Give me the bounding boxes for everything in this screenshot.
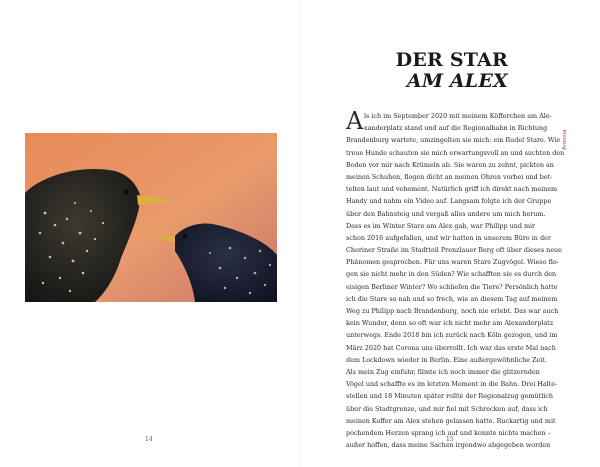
- text-line: ls ich im September 2020 mit meinem Köfferchen am Ale-: [364, 112, 552, 120]
- text-line: über den Bahnsteig und vergaß alles andere um mich herum.: [346, 209, 546, 218]
- text-line: stellen und 18 Minuten später rollte der Regionalzug gemütlich: [346, 392, 553, 401]
- text-line: telten laut und vehement. Natürlich griff ich direkt nach meinem: [346, 185, 558, 194]
- text-line: dem Lockdown wieder in Berlin. Eine außergewöhnliche Zeit.: [346, 355, 547, 364]
- text-line: Handy und nahm ein Video auf. Langsam folgte ich der Gruppe: [346, 197, 552, 206]
- text-line: eisigen Berliner Winter? Wo schliefen die Tiere? Persönlich hatte: [346, 282, 558, 291]
- text-line: meinen Schuhen, flogen dicht an meinen Ohren vorbei und bet-: [346, 172, 553, 181]
- page-number-left: 14: [145, 436, 153, 443]
- text-line: Vögel und schaffte es im letzten Moment in die Bahn. Drei Halte-: [346, 380, 558, 389]
- text-line: pochendem Herzen sprang ich auf und konnte nichts machen –: [346, 428, 551, 437]
- text-line: Dass es im Winter Stare am Alex gab, war Philipp und mir: [346, 221, 536, 230]
- text-line: meinen Koffer am Alex stehen gelassen hatte. Ruckartig und mit: [346, 416, 556, 425]
- drop-cap: A: [346, 107, 364, 135]
- text-line: ich die Stare so nah und so frech, wie an diesem Tag auf meinem: [346, 294, 558, 303]
- page-number-right: 15: [446, 436, 454, 443]
- text-line: März 2020 hat Corona uns überrollt. Ich war das erste Mal nach: [346, 343, 556, 352]
- text-line: Als mein Zug einfuhr, filmte ich noch immer die glitzernden: [346, 367, 540, 376]
- text-line: Choriner Straße im Stadtteil Prenzlauer Berg oft über dieses neue: [346, 246, 562, 255]
- text-line: über die Stadtgrenze, und mir fiel mit Schrecken auf, dass ich: [346, 404, 548, 413]
- running-head: Antonia: [562, 129, 568, 150]
- text-line: Phänomen gesprochen. Für uns waren Stare Zugvögel. Wieso flo-: [346, 258, 559, 267]
- chapter-title-line-1: DER STAR: [395, 49, 508, 71]
- page-gutter: [299, 0, 301, 467]
- text-line: xanderplatz stand und auf die Regionalbahn in Richtung: [364, 124, 548, 133]
- chapter-title-line-2: AM ALEX: [406, 70, 508, 92]
- text-line: Brandenburg wartete, umzingelten sie mich: ein Rudel Stare. Wie: [346, 136, 561, 145]
- text-line: gen sie nicht mehr in den Süden? Wie schafften sie es durch den: [346, 270, 557, 279]
- text-line: schon 2016 aufgefallen, und wir hatten in unserem Büro in der: [346, 233, 551, 242]
- text-line: treue Hunde schauten sie mich erwartungsvoll an und suchten den: [346, 148, 565, 157]
- text-line: unterwegs. Ende 2018 bin ich zurück nach Köln gezogen, und im: [346, 331, 558, 340]
- text-line: Boden vor mir nach Krümeln ab. Sie waren zu zehnt, pickten an: [346, 160, 554, 169]
- text-line: kein Wunder, denn so oft war ich nicht mehr am Alexanderplatz: [346, 319, 554, 328]
- starlings-photo: [25, 133, 277, 302]
- starlings-photo-art: [25, 133, 277, 302]
- text-line: außer hoffen, dass meine Sachen irgendwo abgegeben worden: [346, 441, 551, 450]
- text-line: Weg zu Philipp nach Brandenburg, noch nie erlebt. Das war auch: [346, 307, 559, 315]
